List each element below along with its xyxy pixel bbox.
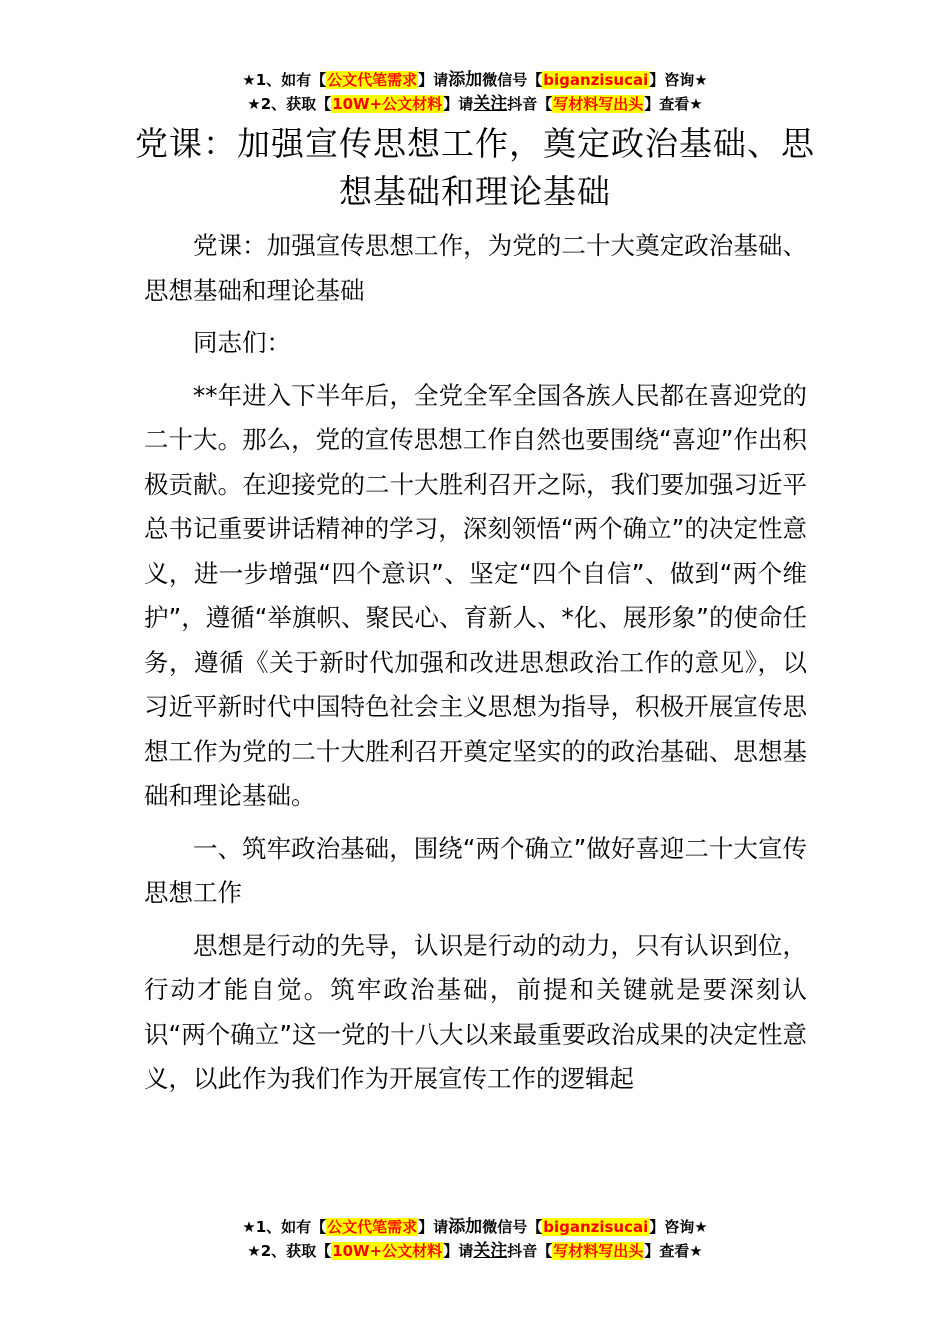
banner-wechat-id: biganzisucai: [543, 1218, 649, 1236]
banner-line-1: [0, 68, 950, 92]
banner-text: ★2、获取【: [247, 1242, 332, 1260]
paragraph-salutation: 同志们：: [193, 328, 291, 357]
banner-text: 】请: [443, 1242, 474, 1260]
banner-wechat-id: biganzisucai: [543, 71, 649, 89]
banner-text: ★2、获取【: [247, 95, 332, 113]
banner-text: 微信号【: [482, 71, 543, 89]
banner-emphasis: 关注: [473, 1241, 508, 1261]
banner-line-2: [0, 1239, 950, 1263]
banner-text: 】请: [418, 71, 449, 89]
banner-highlight: 公文代笔需求: [327, 1218, 418, 1236]
banner-text: 】查看★: [644, 1242, 703, 1260]
banner-text: ★1、如有【: [242, 71, 327, 89]
banner-text: 】请: [443, 95, 474, 113]
banner-text: 】查看★: [644, 95, 703, 113]
paragraph-section-1: 思想是行动的先导，认识是行动的动力，只有认识到位，行动才能自觉。筑牢政治基础，前提和关键就是要深刻认识“两个确立”这一党的十八大以来最重要政治成果的决定性意义，以此作为我们作为开展宣传工作的逻辑起: [144, 930, 807, 1093]
banner-highlight: 10W+公文材料: [332, 95, 443, 113]
banner-emphasis: 添加: [448, 1217, 483, 1237]
banner-highlight: 公文代笔需求: [327, 71, 418, 89]
banner-line-2: [0, 92, 950, 116]
banner-highlight: 10W+公文材料: [332, 1242, 443, 1260]
banner-text: 微信号【: [482, 1218, 543, 1236]
banner-text: 】咨询★: [649, 1218, 708, 1236]
header-banner: [0, 68, 950, 116]
document-title: 党课：加强宣传思想工作，奠定政治基础、思想基础和理论基础: [135, 124, 815, 211]
footer-banner: [0, 1215, 950, 1263]
paragraph-intro: **年进入下半年后，全党全军全国各族人民都在喜迎党的二十大。那么，党的宣传思想工作自然也要围绕“喜迎”作出积极贡献。在迎接党的二十大胜利召开之际，我们要加强习近平总书记重要讲话精神的学习，深刻领悟“两个确立”的决定性意义，进一步增强“四个意识”、坚定“四个自信”、做到“两个维护”，遵循“举旗帜、聚民心、育新人、*化、展形象”的使命任务，遵循《关于新时代加强和改进思想政治工作的意见》，以习近平新时代中国特色社会主义思想为指导，积极开展宣传思想工作为党的二十大胜利召开奠定坚实的的政治基础、思想基础和理论基础。: [144, 380, 807, 810]
banner-emphasis: 添加: [448, 70, 483, 90]
banner-text: 】请: [418, 1218, 449, 1236]
banner-emphasis: 关注: [473, 94, 508, 114]
banner-line-1: [0, 1215, 950, 1239]
banner-douyin-account: 写材料写出头: [553, 1242, 644, 1260]
banner-text: 抖音【: [507, 1242, 553, 1260]
banner-text: 抖音【: [507, 95, 553, 113]
banner-text: 】咨询★: [649, 71, 708, 89]
document-body: [144, 224, 807, 1110]
banner-text: ★1、如有【: [242, 1218, 327, 1236]
paragraph-subtitle: 党课：加强宣传思想工作，为党的二十大奠定政治基础、思想基础和理论基础: [144, 231, 807, 305]
banner-douyin-account: 写材料写出头: [553, 95, 644, 113]
section-heading-1: 一、筑牢政治基础，围绕“两个确立”做好喜迎二十大宣传思想工作: [144, 833, 807, 907]
